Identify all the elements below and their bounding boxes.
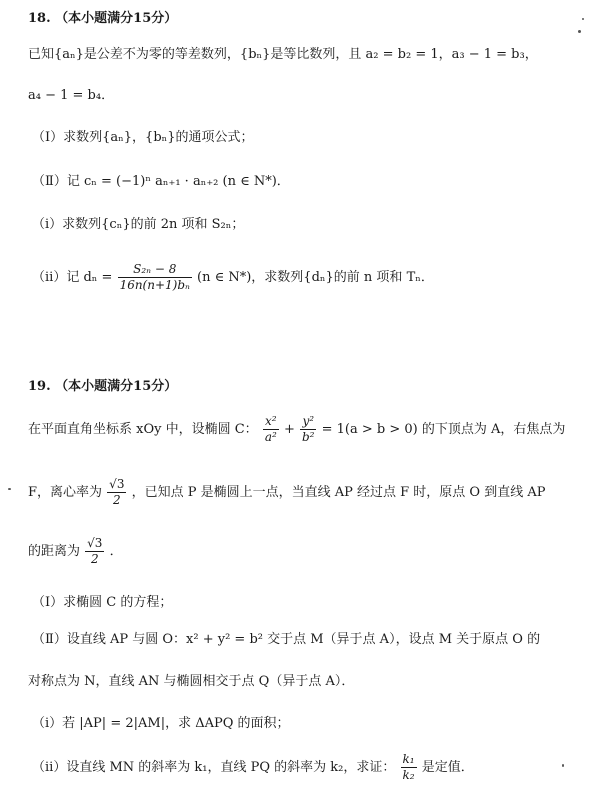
- distance-fraction: [85, 536, 104, 567]
- q19-stem2-suffix: ，已知点 P 是椭圆上一点，当直线 AP 经过点 F 时，原点 O 到直线 AP: [131, 485, 546, 500]
- q19-stem-line2: [28, 477, 545, 508]
- q19-part1: （Ⅰ）求椭圆 C 的方程；: [32, 595, 173, 610]
- q19-part2-line2: 对称点为 N，直线 AN 与椭圆相交于点 Q（异于点 A）．: [28, 674, 355, 689]
- scan-speck: [562, 764, 564, 767]
- ellipse-y-fraction: [300, 414, 317, 445]
- q19-part2ii-prefix: （ⅱ）设直线 MN 的斜率为 k₁，直线 PQ 的斜率为 k₂，求证：: [32, 760, 396, 775]
- q18-part2i: （ⅰ）求数列{cₙ}的前 2n 项和 S₂ₙ；: [32, 217, 245, 232]
- q19-part2i: （ⅰ）若 |AP| = 2|AM|，求 ΔAPQ 的面积；: [32, 716, 290, 731]
- q19-stem-line3: [28, 536, 123, 567]
- distance-denominator: 2: [90, 552, 99, 566]
- ellipse-x-denominator: a²: [264, 430, 277, 444]
- q18-dn-numerator: S₂ₙ − 8: [118, 262, 192, 278]
- q18-part2ii-prefix: （ⅱ）记 dₙ =: [32, 270, 113, 285]
- slope-ratio-fraction: [401, 752, 417, 783]
- q18-dn-fraction: [118, 262, 192, 293]
- q18-dn-denominator: 16n(n+1)bₙ: [119, 278, 190, 292]
- scan-speck: [582, 18, 584, 20]
- q18-header: 18. （本小题满分15分）: [28, 11, 178, 26]
- distance-numerator: √3: [87, 536, 103, 550]
- q18-part2: （Ⅱ）记 cₙ = (−1)ⁿ aₙ₊₁ · aₙ₊₂ (n ∈ N*)．: [32, 174, 290, 189]
- q18-stem-line1: 已知{aₙ}是公差不为零的等差数列，{bₙ}是等比数列，且 a₂ = b₂ = 1，a₃ − 1 = b₃，: [28, 47, 538, 62]
- q18-part2ii: [32, 262, 434, 293]
- q19-part2ii: [32, 752, 474, 783]
- q19-header: 19. （本小题满分15分）: [28, 379, 178, 394]
- scan-speck: [8, 488, 11, 490]
- eccentricity-denominator: 2: [112, 493, 121, 507]
- q18-stem-line2: a₄ − 1 = b₄．: [28, 88, 115, 103]
- q19-stem-line1: [28, 414, 565, 445]
- eccentricity-numerator: √3: [109, 477, 125, 491]
- ellipse-y-denominator: b²: [301, 430, 315, 444]
- q19-stem1-suffix: = 1(a > b > 0) 的下顶点为 A，右焦点为: [321, 422, 566, 437]
- ellipse-x-fraction: [263, 414, 279, 445]
- slope-ratio-denominator: k₂: [402, 768, 415, 782]
- q19-stem3-prefix: 的距离为: [28, 544, 81, 559]
- q19-stem3-suffix: ．: [109, 544, 123, 559]
- ellipse-y-numerator: y²: [300, 414, 317, 430]
- q19-stem1-prefix: 在平面直角坐标系 xOy 中，设椭圆 C：: [28, 422, 258, 437]
- q19-part2ii-suffix: 是定值．: [421, 760, 474, 775]
- ellipse-plus: +: [283, 422, 295, 437]
- ellipse-x-numerator: x²: [263, 414, 279, 430]
- eccentricity-fraction: [107, 477, 126, 508]
- scan-speck: [578, 30, 581, 33]
- slope-ratio-numerator: k₁: [402, 752, 415, 766]
- q18-part1: （Ⅰ）求数列{aₙ}，{bₙ}的通项公式；: [32, 130, 254, 145]
- q19-stem2-prefix: F，离心率为: [28, 485, 103, 500]
- q18-part2ii-suffix: (n ∈ N*)，求数列{dₙ}的前 n 项和 Tₙ．: [197, 270, 434, 285]
- q19-part2-line1: （Ⅱ）设直线 AP 与圆 O：x² + y² = b² 交于点 M（异于点 A），设点 M 关于原点 O 的: [32, 632, 541, 647]
